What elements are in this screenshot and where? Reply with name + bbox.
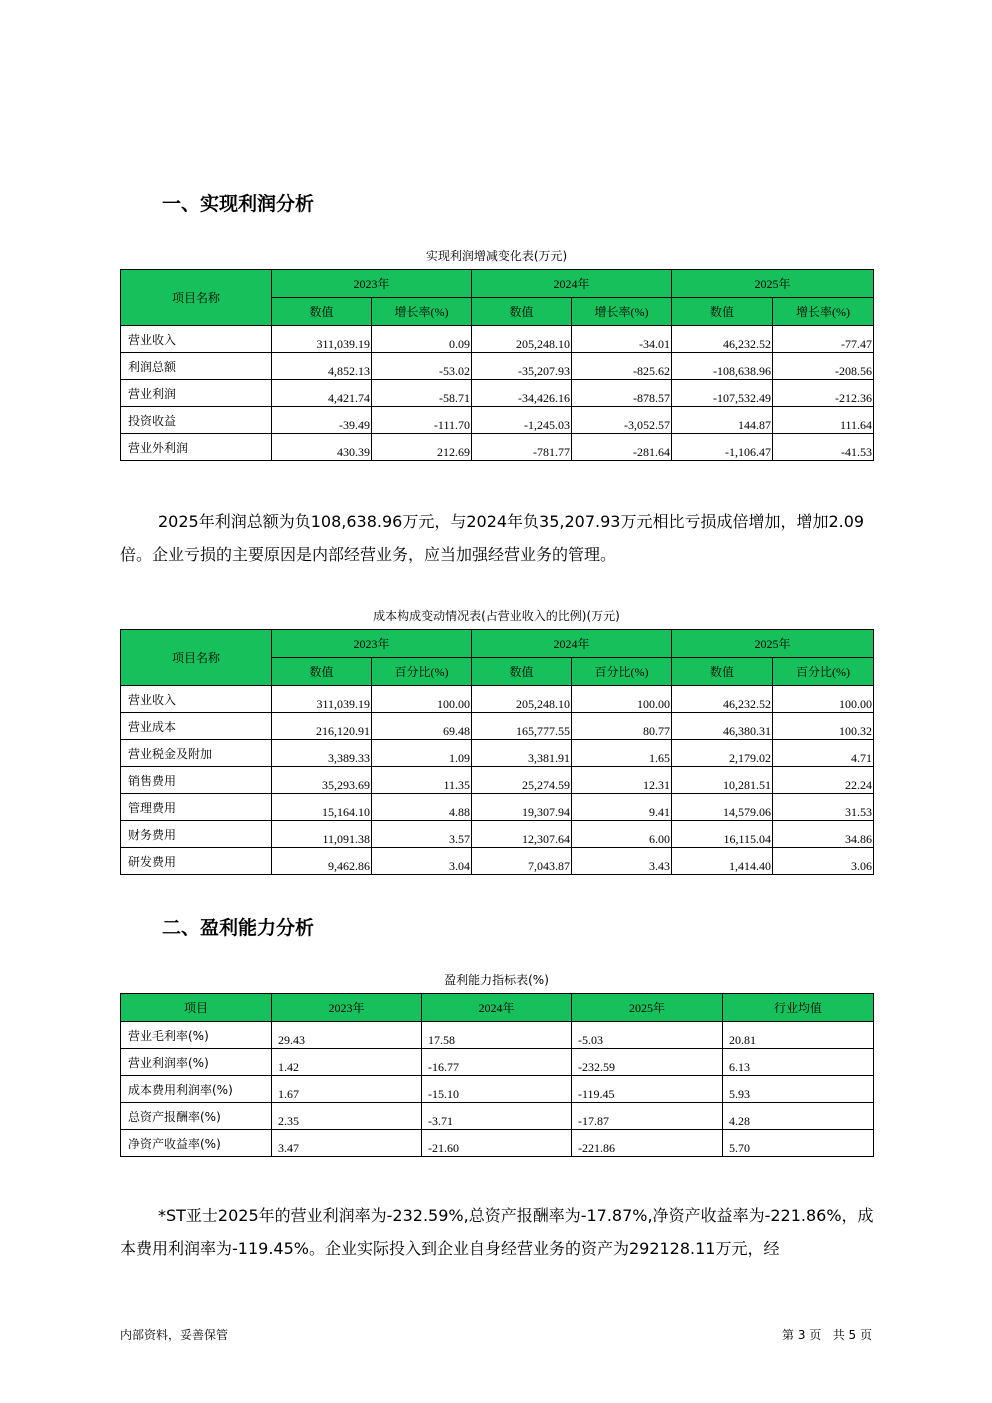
col-header-year: 2023年 <box>272 630 472 658</box>
row-label: 营业利润率(%) <box>121 1049 272 1076</box>
table-cell: 11.35 <box>372 767 472 794</box>
table-cell: 19,307.94 <box>472 794 572 821</box>
table-cell: 80.77 <box>572 713 672 740</box>
table-cell: 29.43 <box>272 1022 422 1049</box>
table-row <box>121 434 874 461</box>
table2-caption: 成本构成变动情况表(占营业收入的比例)(万元) <box>373 609 620 623</box>
table-cell: -39.49 <box>272 407 372 434</box>
row-label: 营业利润 <box>121 380 272 407</box>
paragraph-profit-summary: 2025年利润总额为负108,638.96万元，与2024年负35,207.93万元相比亏损成倍增加，增加2.09倍。企业亏损的主要原因是内部经营业务，应当加强经营业务的管理。 <box>120 512 865 564</box>
row-label: 成本费用利润率(%) <box>121 1076 272 1103</box>
table-row <box>121 353 874 380</box>
table-cell: 22.24 <box>773 767 874 794</box>
table-cell: 4,852.13 <box>272 353 372 380</box>
table-cell: 4.71 <box>773 740 874 767</box>
table-cell: 1.65 <box>572 740 672 767</box>
table-row <box>121 1049 874 1076</box>
row-label: 营业收入 <box>121 326 272 353</box>
row-label: 投资收益 <box>121 407 272 434</box>
table-cell: 7,043.87 <box>472 848 572 875</box>
table-cell: 100.00 <box>372 686 472 713</box>
table-cell: -825.62 <box>572 353 672 380</box>
table-cell: 3.47 <box>272 1130 422 1157</box>
table-row <box>121 1130 874 1157</box>
table-cell: 10,281.51 <box>672 767 773 794</box>
table-cell: 3.57 <box>372 821 472 848</box>
table1-caption: 实现利润增减变化表(万元) <box>425 249 568 263</box>
row-label: 研发费用 <box>121 848 272 875</box>
table-cell: 4,421.74 <box>272 380 372 407</box>
profit-change-table <box>120 269 874 461</box>
paragraph-profitability-summary: *ST亚士2025年的营业利润率为-232.59%,总资产报酬率为-17.87%,净资产收益率为-221.86%，成本费用利润率为-119.45%。企业实际投入到企业自身经营业务的资产为292128.11万元，经 <box>120 1206 874 1258</box>
table-cell: 5.93 <box>723 1076 874 1103</box>
table-cell: -212.36 <box>773 380 874 407</box>
table-row <box>121 1022 874 1049</box>
col-header-value: 数值 <box>472 658 572 686</box>
row-label: 管理费用 <box>121 794 272 821</box>
table-cell: 5.70 <box>723 1130 874 1157</box>
table-cell: -34.01 <box>572 326 672 353</box>
row-label: 营业收入 <box>121 686 272 713</box>
table-cell: 1.67 <box>272 1076 422 1103</box>
row-label: 净资产收益率(%) <box>121 1130 272 1157</box>
table-cell: -53.02 <box>372 353 472 380</box>
table-cell: 100.32 <box>773 713 874 740</box>
row-label: 利润总额 <box>121 353 272 380</box>
table-cell: 100.00 <box>572 686 672 713</box>
table-cell: -232.59 <box>572 1049 723 1076</box>
table-cell: -1,106.47 <box>672 434 773 461</box>
table-row <box>121 1103 874 1130</box>
table-cell: 12.31 <box>572 767 672 794</box>
table-cell: -107,532.49 <box>672 380 773 407</box>
table-cell: 3.06 <box>773 848 874 875</box>
col-header-percent: 百分比(%) <box>773 658 874 686</box>
col-header-year: 2025年 <box>672 270 874 298</box>
table-cell: -221.86 <box>572 1130 723 1157</box>
table-cell: -34,426.16 <box>472 380 572 407</box>
table-cell: -16.77 <box>422 1049 572 1076</box>
table-cell: -15.10 <box>422 1076 572 1103</box>
table-cell: 9,462.86 <box>272 848 372 875</box>
table-cell: 3,389.33 <box>272 740 372 767</box>
table-cell: 2,179.02 <box>672 740 773 767</box>
table-row <box>121 407 874 434</box>
table-cell: 212.69 <box>372 434 472 461</box>
table-cell: 144.87 <box>672 407 773 434</box>
table3-caption: 盈利能力指标表(%) <box>444 973 549 987</box>
col-header-growth: 增长率(%) <box>572 298 672 326</box>
table-cell: 4.88 <box>372 794 472 821</box>
table-cell: -208.56 <box>773 353 874 380</box>
table-cell: 205,248.10 <box>472 686 572 713</box>
table-cell: -119.45 <box>572 1076 723 1103</box>
table-cell: 111.64 <box>773 407 874 434</box>
table-cell: 3,381.91 <box>472 740 572 767</box>
table-cell: 2.35 <box>272 1103 422 1130</box>
col-header-year: 2023年 <box>272 270 472 298</box>
table-row <box>121 848 874 875</box>
row-label: 财务费用 <box>121 821 272 848</box>
table-cell: 6.13 <box>723 1049 874 1076</box>
col-header-value: 数值 <box>272 298 372 326</box>
table-row <box>121 794 874 821</box>
row-label: 营业毛利率(%) <box>121 1022 272 1049</box>
table-row <box>121 326 874 353</box>
col-header-value: 数值 <box>672 298 773 326</box>
table-cell: 17.58 <box>422 1022 572 1049</box>
col-header-percent: 百分比(%) <box>372 658 472 686</box>
table-cell: -111.70 <box>372 407 472 434</box>
col-header-value: 数值 <box>272 658 372 686</box>
section-title-profit: 一、实现利润分析 <box>162 193 315 215</box>
table-cell: -35,207.93 <box>472 353 572 380</box>
table-cell: 100.00 <box>773 686 874 713</box>
col-header-percent: 百分比(%) <box>572 658 672 686</box>
table-cell: -281.64 <box>572 434 672 461</box>
table-row <box>121 713 874 740</box>
footer-page-number: 第 3 页 共 5 页 <box>782 1328 872 1342</box>
col-header-growth: 增长率(%) <box>372 298 472 326</box>
table-cell: 311,039.19 <box>272 686 372 713</box>
col-header-item-name: 项目名称 <box>121 630 272 686</box>
table-row <box>121 380 874 407</box>
table-cell: 9.41 <box>572 794 672 821</box>
table-cell: 3.04 <box>372 848 472 875</box>
table-cell: 35,293.69 <box>272 767 372 794</box>
row-label: 销售费用 <box>121 767 272 794</box>
table-row <box>121 686 874 713</box>
table-cell: -878.57 <box>572 380 672 407</box>
table-cell: -781.77 <box>472 434 572 461</box>
table-cell: 4.28 <box>723 1103 874 1130</box>
col-header-item-name: 项目名称 <box>121 270 272 326</box>
col-header-year: 2025年 <box>572 994 723 1022</box>
table-cell: -17.87 <box>572 1103 723 1130</box>
profitability-indicator-table <box>120 993 874 1157</box>
table-cell: 216,120.91 <box>272 713 372 740</box>
table-row <box>121 767 874 794</box>
table-cell: 15,164.10 <box>272 794 372 821</box>
cost-structure-table <box>120 629 874 875</box>
table-cell: 46,380.31 <box>672 713 773 740</box>
row-label: 总资产报酬率(%) <box>121 1103 272 1130</box>
table-cell: -3.71 <box>422 1103 572 1130</box>
table-cell: -58.71 <box>372 380 472 407</box>
table-cell: 1,414.40 <box>672 848 773 875</box>
table-cell: 1.09 <box>372 740 472 767</box>
table-cell: 25,274.59 <box>472 767 572 794</box>
section-title-profitability: 二、盈利能力分析 <box>162 917 315 939</box>
table-cell: 0.09 <box>372 326 472 353</box>
table-cell: 69.48 <box>372 713 472 740</box>
table-cell: 20.81 <box>723 1022 874 1049</box>
col-header-value: 数值 <box>672 658 773 686</box>
col-header-year: 2024年 <box>422 994 572 1022</box>
col-header-growth: 增长率(%) <box>773 298 874 326</box>
table-cell: 6.00 <box>572 821 672 848</box>
col-header-year: 2023年 <box>272 994 422 1022</box>
table-cell: 11,091.38 <box>272 821 372 848</box>
table-cell: -108,638.96 <box>672 353 773 380</box>
table-cell: -41.53 <box>773 434 874 461</box>
table-cell: 205,248.10 <box>472 326 572 353</box>
table-cell: 1.42 <box>272 1049 422 1076</box>
table-cell: 46,232.52 <box>672 686 773 713</box>
col-header-industry-average: 行业均值 <box>723 994 874 1022</box>
table-cell: 165,777.55 <box>472 713 572 740</box>
table-cell: 14,579.06 <box>672 794 773 821</box>
table-cell: -3,052.57 <box>572 407 672 434</box>
footer-confidential-note: 内部资料，妥善保管 <box>120 1328 229 1342</box>
table-cell: 46,232.52 <box>672 326 773 353</box>
table-cell: 34.86 <box>773 821 874 848</box>
col-header-year: 2024年 <box>472 630 672 658</box>
table-row <box>121 821 874 848</box>
col-header-year: 2024年 <box>472 270 672 298</box>
col-header-value: 数值 <box>472 298 572 326</box>
row-label: 营业税金及附加 <box>121 740 272 767</box>
table-cell: -77.47 <box>773 326 874 353</box>
table-cell: -5.03 <box>572 1022 723 1049</box>
table-cell: 311,039.19 <box>272 326 372 353</box>
table-row <box>121 1076 874 1103</box>
table-cell: -1,245.03 <box>472 407 572 434</box>
row-label: 营业成本 <box>121 713 272 740</box>
table-cell: 430.39 <box>272 434 372 461</box>
col-header-year: 2025年 <box>672 630 874 658</box>
table-cell: 3.43 <box>572 848 672 875</box>
table-cell: 12,307.64 <box>472 821 572 848</box>
table-cell: -21.60 <box>422 1130 572 1157</box>
table-row <box>121 740 874 767</box>
col-header-item: 项目 <box>121 994 272 1022</box>
table-cell: 31.53 <box>773 794 874 821</box>
table-cell: 16,115.04 <box>672 821 773 848</box>
row-label: 营业外利润 <box>121 434 272 461</box>
